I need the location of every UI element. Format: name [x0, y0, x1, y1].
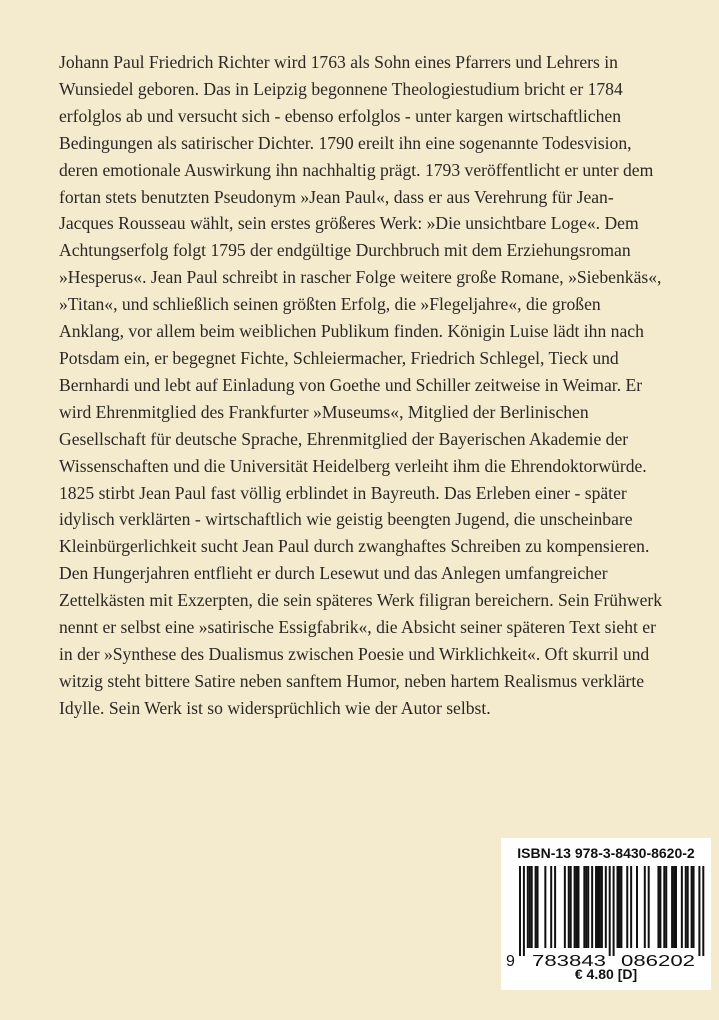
- barcode-lead-digit: 9: [506, 953, 515, 970]
- barcode-bar: [599, 866, 601, 948]
- barcode-bar: [550, 866, 552, 948]
- price-label: € 4.80 [D]: [574, 966, 638, 982]
- barcode-bar: [609, 866, 611, 956]
- barcode-bar: [618, 866, 620, 948]
- barcode-bar: [636, 866, 638, 948]
- barcode-bar: [648, 866, 650, 948]
- barcode-bar: [663, 866, 665, 948]
- barcode-right-digits: 086202: [621, 953, 696, 970]
- barcode-bar: [620, 866, 622, 948]
- barcode-bar: [673, 866, 675, 948]
- barcode-bar: [554, 866, 556, 948]
- barcode-bar: [531, 866, 533, 948]
- barcode-bar: [587, 866, 589, 948]
- barcode-bar: [583, 866, 585, 948]
- barcode-bar: [527, 866, 529, 948]
- barcode-bar: [529, 866, 531, 948]
- barcode-bar: [601, 866, 603, 948]
- barcode-bar: [605, 866, 607, 948]
- barcode-bar: [570, 866, 572, 948]
- barcode-bar: [597, 866, 599, 948]
- barcode-bar: [595, 866, 597, 948]
- ean-barcode: [505, 866, 708, 970]
- barcode-bar: [691, 866, 693, 948]
- barcode-bar: [585, 866, 587, 948]
- barcode-bar: [657, 866, 659, 948]
- barcode-panel: [501, 838, 711, 990]
- barcode-bar: [702, 866, 704, 956]
- barcode-bar: [675, 866, 677, 948]
- barcode-bar: [523, 866, 525, 956]
- barcode-bar: [630, 866, 632, 948]
- back-cover-blurb: Johann Paul Friedrich Richter wird 1763 als Sohn eines Pfarrers und Lehrers in Wunsiedel geboren. Das in Leipzig begonnene Theologiestudium bricht er 1784 erfolglos ab und versucht sich - ebenso erfolglos - unter kargen wirtschaftlichen Bedingungen als satirischer Dichter. 1790 ereilt ihn eine sogenannte Todesvision, deren emotionale Auswirkung ihn nachhaltig prägt. 1793 veröffentlicht er unter dem fortan stets benutzten Pseudonym »Jean Paul«, dass er aus Verehrung für Jean-Jacques Rousseau wählt, sein erstes größeres Werk: »Die unsichtbare Loge«. Dem Achtungserfolg folgt 1795 der endgültige Durchbruch mit dem Erziehungsroman »Hesperus«. Jean Paul schreibt in rascher Folge weitere große Romane, »Siebenkäs«, »Titan«, und schließlich seinen größten Erfolg, die »Flegeljahre«, die großen Anklang, vor allem beim weiblichen Publikum finden. Königin Luise lädt ihn nach Potsdam ein, er begegnet Fichte, Schleiermacher, Friedrich Schlegel, Tieck und Bernhardi und lebt auf Einladung von Goethe und Schiller zeitweise in Weimar. Er wird Ehrenmitglied des Frankfurter »Museums«, Mitglied der Berlinischen Gesellschaft für deutsche Sprache, Ehrenmitglied der Bayerischen Akademie der Wissenschaften und die Universität Heidelberg verleiht ihm die Ehrendoktorwürde. 1825 stirbt Jean Paul fast völlig erblindet in Bayreuth. Das Erleben einer - später idylisch verklärten - wirtschaftlich wie geistig beengten Jugend, die unscheinbare Kleinbürgerlichkeit sucht Jean Paul durch zwanghaftes Schreiben zu kompensieren. Den Hungerjahren entflieht er durch Lesewut und das Anlegen umfangreicher Zettelkästen mit Exzerpten, die sein späteres Werk filigran bereichern. Sein Frühwerk nennt er selbst eine »satirische Essigfabrik«, die Absicht seiner späteren Text sieht er in der »Synthese des Dualismus zwischen Poesie und Wirklichkeit«. Oft skurril und witzig steht bittere Satire neben sanftem Humor, neben hartem Realismus verklärte Idylle. Sein Werk ist so widersprüchlich wie der Autor selbst.: [59, 52, 663, 718]
- barcode-bar: [613, 866, 615, 956]
- barcode-bar: [626, 866, 628, 948]
- barcode-bar: [698, 866, 700, 956]
- barcode-bar: [687, 866, 689, 948]
- barcode-bar: [671, 866, 673, 948]
- barcode-bar: [693, 866, 695, 948]
- barcode-bar: [519, 866, 521, 956]
- barcode-bar: [665, 866, 667, 948]
- barcode-bar: [644, 866, 646, 948]
- barcode-bar: [576, 866, 578, 948]
- barcode-bar: [578, 866, 580, 948]
- barcode-bar: [685, 866, 687, 948]
- barcode-left-digits: 783843: [532, 953, 607, 970]
- barcode-bar: [535, 866, 537, 948]
- barcode-bar: [617, 866, 619, 948]
- barcode-bar: [591, 866, 593, 948]
- barcode-bar: [574, 866, 576, 948]
- barcode-bar: [681, 866, 683, 948]
- barcode-bar: [537, 866, 539, 948]
- barcode-bar: [568, 866, 570, 948]
- barcode-bar: [544, 866, 546, 948]
- barcode-bar: [564, 866, 566, 948]
- isbn-label: ISBN-13 978-3-8430-8620-2: [517, 845, 695, 861]
- barcode-bar: [659, 866, 661, 948]
